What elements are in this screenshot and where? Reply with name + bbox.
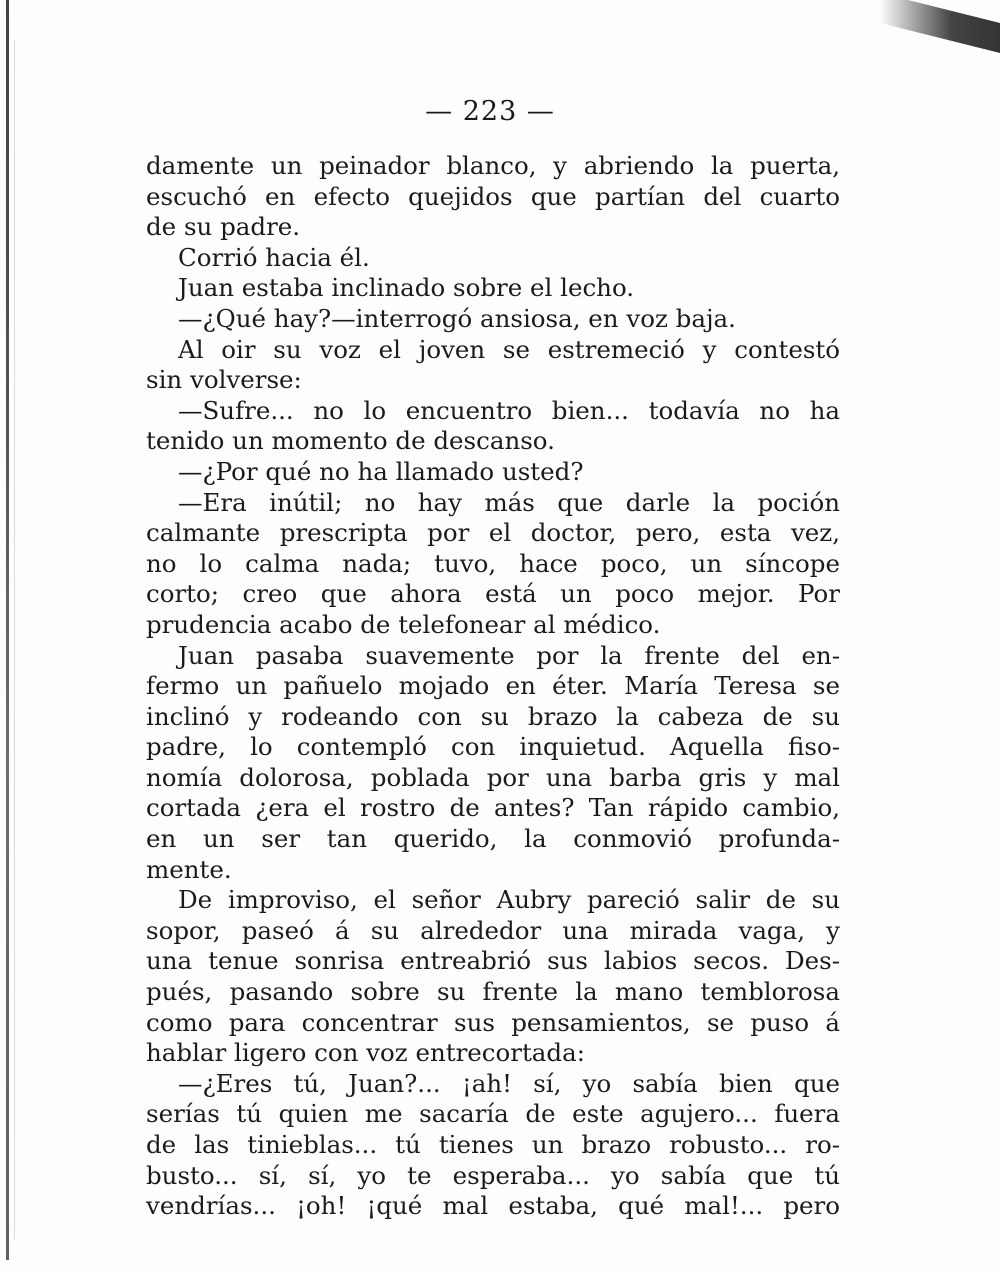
text-line: sopor, paseó á su alrededor una mirada vaga, y — [146, 915, 840, 945]
text-line: mente. — [146, 854, 232, 884]
text-line: no lo calma nada; tuvo, hace poco, un síncope — [146, 548, 840, 578]
text-line: De improviso, el señor Aubry pareció salir de su — [178, 885, 840, 915]
text-line: nomía dolorosa, poblada por una barba gris y mal — [146, 762, 840, 792]
text-line: de las tinieblas... tú tienes un brazo robusto... ro- — [146, 1130, 840, 1159]
text-line: vendrías... ¡oh! ¡qué mal estaba, qué mal!... pero — [146, 1191, 840, 1221]
text-line: —Sufre... no lo encuentro bien... todavía no ha — [178, 395, 840, 425]
text-line: damente un peinador blanco, y abriendo la puerta, — [146, 151, 840, 180]
text-line: de su padre. — [146, 212, 301, 242]
text-line: calmante prescripta por el doctor, pero, esta vez, — [146, 518, 840, 548]
text-line: una tenue sonrisa entreabrió sus labios secos. Des- — [146, 946, 840, 976]
text-line: prudencia acabo de telefonear al médico. — [146, 609, 661, 639]
text-line: busto... sí, sí, yo te esperaba... yo sabía que tú — [146, 1160, 840, 1190]
text-line: Al oir su voz el joven se estremeció y contestó — [178, 334, 840, 364]
text-line: fermo un pañuelo mojado en éter. María Teresa se — [146, 671, 840, 701]
binding-edge — [6, 0, 9, 1260]
text-line: —¿Qué hay?—interrogó ansiosa, en voz baja. — [178, 303, 736, 333]
text-line: padre, lo contempló con inquietud. Aquella fiso- — [146, 732, 840, 762]
text-line: —¿Por qué no ha llamado usted? — [178, 456, 584, 486]
text-line: en un ser tan querido, la conmovió profunda- — [146, 824, 840, 854]
text-line: —¿Eres tú, Juan?... ¡ah! sí, yo sabía bien que — [178, 1068, 840, 1098]
text-line: —Era inútil; no hay más que darle la poción — [178, 487, 840, 517]
text-line: Juan pasaba suavemente por la frente del en- — [178, 640, 840, 670]
text-line: serías tú quien me sacaría de este agujero... fuera — [146, 1099, 840, 1129]
text-line: sin volverse: — [146, 365, 302, 395]
text-line: cortada ¿era el rostro de antes? Tan rápido cambio, — [146, 793, 840, 823]
text-line: tenido un momento de descanso. — [146, 426, 555, 456]
text-line: pués, pasando sobre su frente la mano temblorosa — [146, 977, 840, 1007]
text-line: escuchó en efecto quejidos que partían del cuarto — [146, 181, 840, 211]
body-text — [146, 151, 840, 1222]
text-line: hablar ligero con voz entrecortada: — [146, 1038, 585, 1068]
corner-smudge — [880, 0, 1000, 53]
text-line: como para concentrar sus pensamientos, se puso á — [146, 1007, 840, 1037]
page-number: — 223 — — [425, 96, 555, 127]
text-line: inclinó y rodeando con su brazo la cabeza de su — [146, 701, 840, 731]
text-line: corto; creo que ahora está un poco mejor. Por — [146, 579, 840, 609]
binding-shadow — [14, 40, 15, 1240]
text-line: Juan estaba inclinado sobre el lecho. — [178, 273, 635, 303]
text-line: Corrió hacia él. — [178, 242, 370, 272]
